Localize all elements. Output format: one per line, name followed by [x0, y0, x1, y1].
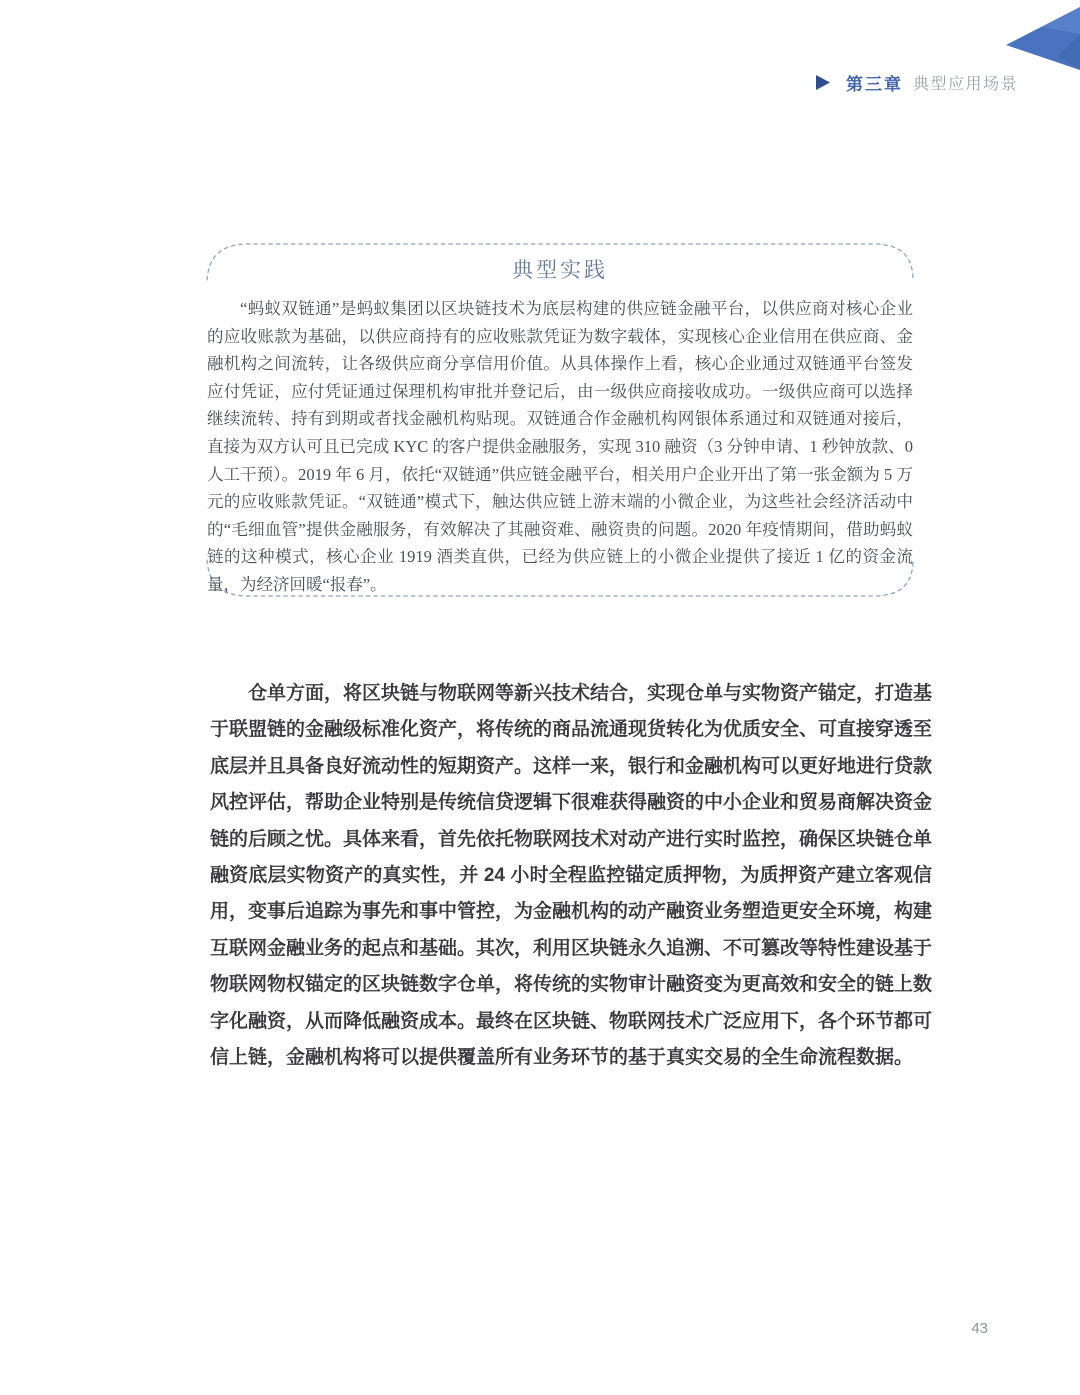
practice-box-paragraph: “蚂蚁双链通”是蚂蚁集团以区块链技术为底层构建的供应链金融平台，以供应商对核心企业的应收账款为基础，以供应商持有的应收账款凭证为数字载体，实现核心企业信用在供应商、金融机构之间流转，让各级供应商分享信用价值。从具体操作上看，核心企业通过双链通平台签发应付凭证，应付凭证通过保理机构审批并登记后，由一级供应商接收成功。一级供应商可以选择继续流转、持有到期或者找金融机构贴现。双链通合作金融机构网银体系通过和双链通对接后，直接为双方认可且已完成 KYC 的客户提供金融服务，实现 310 融资（3 分钟申请、1 秒钟放款、0 人工干预）。2019 年 6 月，依托“双链通”供应链金融平台，相关用户企业开出了第一张金额为 5 万元的应收账款凭证。“双链通”模式下，触达供应链上游末端的小微企业，为这些社会经济活动中的“毛细血管”提供金融服务，有效解决了其融资难、融资贵的问题。2020 年疫情期间，借助蚂蚁链的这种模式，核心企业 1919 酒类直供，已经为供应链上的小微企业提供了接近 1 亿的资金流量，为经济回暖“报春”。 — [207, 299, 913, 594]
practice-callout-box — [204, 238, 916, 602]
section-label: 典型应用场景 — [912, 76, 1018, 93]
chapter-label: 第三章 — [845, 75, 903, 94]
page-number: 43 — [971, 1320, 988, 1337]
body-paragraph: 仓单方面，将区块链与物联网等新兴技术结合，实现仓单与实物资产锚定，打造基于联盟链的金融级标准化资产，将传统的商品流通现货转化为优质安全、可直接穿透至底层并且具备良好流动性的短期资产。这样一来，银行和金融机构可以更好地进行贷款风控评估，帮助企业特别是传统信贷逻辑下很难获得融资的中小企业和贸易商解决资金链的后顾之忧。具体来看，首先依托物联网技术对动产进行实时监控，确保区块链仓单融资底层实物资产的真实性，并 24 小时全程监控锚定质押物，为质押资产建立客观信用，变事后追踪为事先和事中管控，为金融机构的动产融资业务塑造更安全环境，构建互联网金融业务的起点和基础。其次，利用区块链永久追溯、不可篡改等特性建设基于物联网物权锚定的区块链数字仓单，将传统的实物审计融资变为更高效和安全的链上数字化融资，从而降低融资成本。最终在区块链、物联网技术广泛应用下，各个环节都可信上链，金融机构将可以提供覆盖所有业务环节的基于真实交易的全生命流程数据。 — [210, 683, 933, 1069]
chapter-header — [816, 70, 1018, 95]
corner-triangle-decoration — [1006, 0, 1080, 74]
practice-box-title: 典型实践 — [512, 259, 608, 282]
play-triangle-icon — [816, 75, 830, 90]
